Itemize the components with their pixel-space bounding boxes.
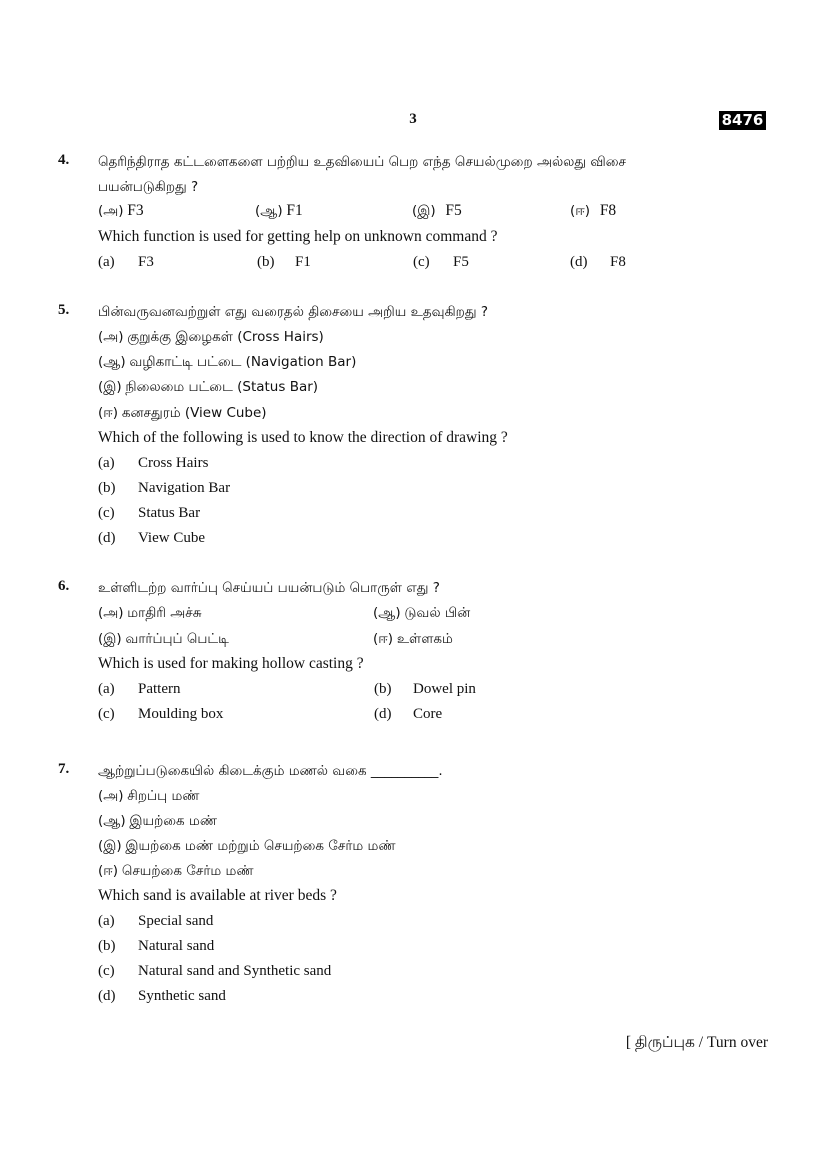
option-english-d <box>374 704 442 724</box>
option-text: F8 <box>610 254 626 270</box>
option-tamil-c <box>98 377 768 397</box>
option-text: F3 <box>138 254 154 270</box>
option-tamil-a <box>98 786 768 806</box>
option-tamil-b <box>98 352 768 372</box>
option-english-c <box>98 503 200 523</box>
option-label: (ஆ) <box>373 605 401 621</box>
option-tamil-b <box>373 603 470 623</box>
option-text: Core <box>413 706 443 722</box>
option-label: (அ) <box>98 605 124 621</box>
option-label: (c) <box>413 254 430 270</box>
option-tamil-a <box>98 603 202 623</box>
option-label: (இ) <box>98 838 122 854</box>
option-english-b <box>257 252 311 272</box>
option-text: F5 <box>445 202 462 219</box>
option-label: (ஆ) <box>255 203 283 219</box>
option-text: F1 <box>295 254 311 270</box>
option-text: வார்ப்புப் பெட்டி <box>125 631 229 647</box>
question-number: 4. <box>58 152 70 168</box>
option-label: (இ) <box>98 379 122 395</box>
option-label: (இ) <box>412 203 436 219</box>
option-tamil-d <box>98 403 768 423</box>
option-tamil-c <box>412 201 462 221</box>
option-tamil-c <box>98 836 768 856</box>
option-text: F3 <box>127 202 144 219</box>
option-english-a <box>98 911 213 931</box>
question-text-tamil: பின்வருவனவற்றுள் எது வரைதல் திசையை அறிய உதவுகிறது ? <box>98 304 489 320</box>
question-text-tamil: உள்ளிடற்ற வார்ப்பு செய்யப் பயன்படும் பொருள் எது ? <box>98 580 440 596</box>
option-tamil-d <box>373 629 453 649</box>
option-tamil-c <box>98 629 229 649</box>
question-number: 7. <box>58 761 70 777</box>
option-text: இயற்கை மண் மற்றும் செயற்கை சேர்ம மண் <box>125 838 396 854</box>
option-label: (அ) <box>98 788 124 804</box>
option-text: Natural sand <box>138 938 215 954</box>
option-text: Status Bar <box>138 505 201 521</box>
question-text-tamil: ஆற்றுப்படுகையில் கிடைக்கும் மணல் வகை __________. <box>98 763 443 779</box>
option-label: (ஈ) <box>98 405 119 421</box>
option-tamil-a <box>98 201 144 221</box>
option-text: Dowel pin <box>413 681 476 697</box>
option-label: (ஆ) <box>98 354 126 370</box>
option-text: உள்ளகம் <box>396 631 453 647</box>
option-english-a <box>98 679 181 699</box>
option-text: டுவல் பின் <box>404 605 471 621</box>
option-text: Moulding box <box>138 706 224 722</box>
option-text: சிறப்பு மண் <box>127 788 200 804</box>
option-label: (அ) <box>98 203 124 219</box>
option-label: (c) <box>98 706 115 722</box>
option-label: (அ) <box>98 329 124 345</box>
paper-code-badge: 8476 <box>719 111 766 130</box>
option-english-d <box>570 252 626 272</box>
turn-over-note: [ திருப்புக / Turn over <box>625 1034 768 1051</box>
option-label: (a) <box>98 455 115 471</box>
option-tamil-d <box>98 861 768 881</box>
option-english-d <box>98 528 205 548</box>
option-text: கனசதுரம் (View Cube) <box>121 405 267 421</box>
option-text: இயற்கை மண் <box>129 813 217 829</box>
option-text: வழிகாட்டி பட்டை (Navigation Bar) <box>129 354 357 370</box>
option-label: (d) <box>98 530 116 546</box>
question-number: 6. <box>58 578 70 594</box>
option-label: (b) <box>98 480 116 496</box>
option-label: (a) <box>98 913 115 929</box>
option-label: (b) <box>257 254 275 270</box>
page-number: 3 <box>409 111 417 127</box>
question-text-english: Which of the following is used to know the direction of drawing ? <box>98 429 508 446</box>
option-tamil-b <box>255 201 303 221</box>
option-tamil-a <box>98 327 768 347</box>
question-text-english: Which is used for making hollow casting ? <box>98 655 364 672</box>
option-label: (c) <box>98 505 115 521</box>
option-text: நிலைமை பட்டை (Status Bar) <box>125 379 319 395</box>
option-text: Navigation Bar <box>138 480 231 496</box>
option-text: Cross Hairs <box>138 455 209 471</box>
option-label: (d) <box>570 254 588 270</box>
option-label: (b) <box>374 681 392 697</box>
option-text: மாதிரி அச்சு <box>127 605 202 621</box>
option-text: F5 <box>453 254 469 270</box>
option-label: (ஈ) <box>373 631 394 647</box>
option-english-a <box>98 252 154 272</box>
option-text: View Cube <box>138 530 206 546</box>
question-text-english: Which sand is available at river beds ? <box>98 887 337 904</box>
option-label: (c) <box>98 963 115 979</box>
option-label: (இ) <box>98 631 122 647</box>
option-label: (ஈ) <box>98 863 119 879</box>
option-text: குறுக்கு இழைகள் (Cross Hairs) <box>127 329 324 345</box>
option-english-b <box>98 478 230 498</box>
option-english-d <box>98 986 226 1006</box>
option-english-b <box>374 679 476 699</box>
option-english-a <box>98 453 208 473</box>
option-label: (d) <box>374 706 392 722</box>
option-text: F1 <box>286 202 303 219</box>
option-text: செயற்கை சேர்ம மண் <box>121 863 254 879</box>
option-label: (a) <box>98 681 115 697</box>
option-label: (d) <box>98 988 116 1004</box>
question-text-tamil: தெரிந்திராத கட்டளைகளை பற்றிய உதவியைப் பெற எந்த செயல்முறை அல்லது விசை <box>98 154 626 170</box>
option-english-c <box>413 252 469 272</box>
option-tamil-b <box>98 811 768 831</box>
option-text: Synthetic sand <box>138 988 226 1004</box>
option-label: (ஆ) <box>98 813 126 829</box>
option-tamil-d <box>570 201 616 221</box>
question-number: 5. <box>58 302 70 318</box>
option-label: (a) <box>98 254 115 270</box>
option-text: Natural sand and Synthetic sand <box>138 963 332 979</box>
option-english-c <box>98 704 223 724</box>
question-text-english: Which function is used for getting help on unknown command ? <box>98 228 498 245</box>
option-text: F8 <box>599 202 617 219</box>
option-text: Pattern <box>138 681 181 697</box>
option-english-b <box>98 936 214 956</box>
option-english-c <box>98 961 331 981</box>
option-label: (ஈ) <box>570 203 591 219</box>
option-label: (b) <box>98 938 116 954</box>
option-text: Special sand <box>138 913 214 929</box>
question-text-tamil-cont: பயன்படுகிறது ? <box>98 179 199 195</box>
